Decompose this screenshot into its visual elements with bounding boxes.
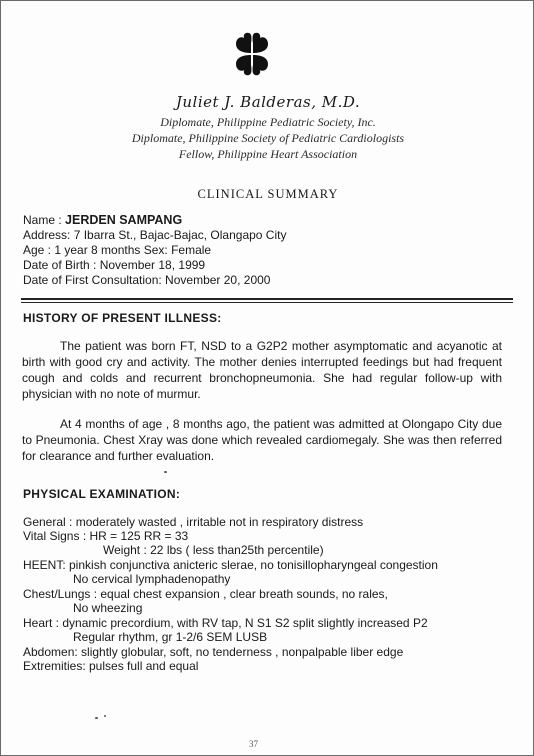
exam-line: Abdomen: slightly globular, soft, no tenderness , nonpalpable liber edge (23, 645, 404, 659)
patient-name-line (23, 213, 182, 228)
scan-speck (104, 715, 106, 717)
four-leaf-clover-icon (230, 31, 274, 77)
exam-section-title: PHYSICAL EXAMINATION: (23, 487, 181, 501)
credential-line: Fellow, Philippine Heart Association (178, 147, 358, 161)
double-rule-divider (21, 302, 513, 303)
exam-line: Chest/Lungs : equal chest expansion , clear breath sounds, no rales, (23, 587, 388, 601)
patient-address: Address: 7 Ibarra St., Bajac-Bajac, Olangapo City (23, 228, 287, 242)
exam-line: HEENT: pinkish conjunctiva anicteric slerae, no tonisillopharyngeal congestion (23, 558, 438, 572)
exam-line: No cervical lymphadenopathy (73, 572, 231, 586)
patient-age-sex: Age : 1 year 8 months Sex: Female (23, 243, 212, 257)
page-number: 37 (249, 739, 258, 749)
exam-line: No wheezing (73, 601, 143, 615)
history-paragraph: The patient was born FT, NSD to a G2P2 mother asymptomatic and acyanotic at birth with good cry and activity. The mother denies interrupted feedings but had frequent cough and colds and recurrent bronchopneumonia. She had regular follow-up with physician with no note of murmur. (22, 339, 502, 401)
exam-line: Heart : dynamic precordium, with RV tap, N S1 S2 split slightly increased P2 (23, 616, 428, 630)
patient-first-consultation: Date of First Consultation: November 20, 2000 (23, 273, 271, 287)
exam-line: Extremities: pulses full and equal (23, 659, 199, 673)
credential-line: Diplomate, Philippine Society of Pediatric Cardiologists (131, 131, 405, 145)
double-rule-divider (21, 298, 513, 300)
exam-line: Vital Signs : HR = 125 RR = 33 (23, 529, 189, 543)
patient-dob: Date of Birth : November 18, 1999 (23, 258, 206, 272)
exam-line: Regular rhythm, gr 1-2/6 SEM LUSB (73, 630, 268, 644)
document-title: CLINICAL SUMMARY (197, 187, 339, 201)
patient-name-label: Name : (23, 213, 62, 227)
history-paragraph: At 4 months of age , 8 months ago, the patient was admitted at Olongapo City due to Pneumonia. Chest Xray was done which revealed cardiomegaly. She was then referred for clearance and further evaluation. (22, 417, 502, 463)
scan-speck (95, 717, 98, 719)
scan-speck (164, 471, 167, 473)
history-section-title: HISTORY OF PRESENT ILLNESS: (23, 311, 222, 325)
credential-line: Diplomate, Philippine Pediatric Society, Inc. (160, 115, 376, 129)
exam-line: General : moderately wasted , irritable not in respiratory distress (23, 515, 364, 529)
exam-line: Weight : 22 lbs ( less than25th percentile) (103, 543, 324, 557)
patient-name: JERDEN SAMPANG (65, 213, 183, 227)
doctor-name: Juliet J. Balderas, M.D. (175, 93, 361, 111)
